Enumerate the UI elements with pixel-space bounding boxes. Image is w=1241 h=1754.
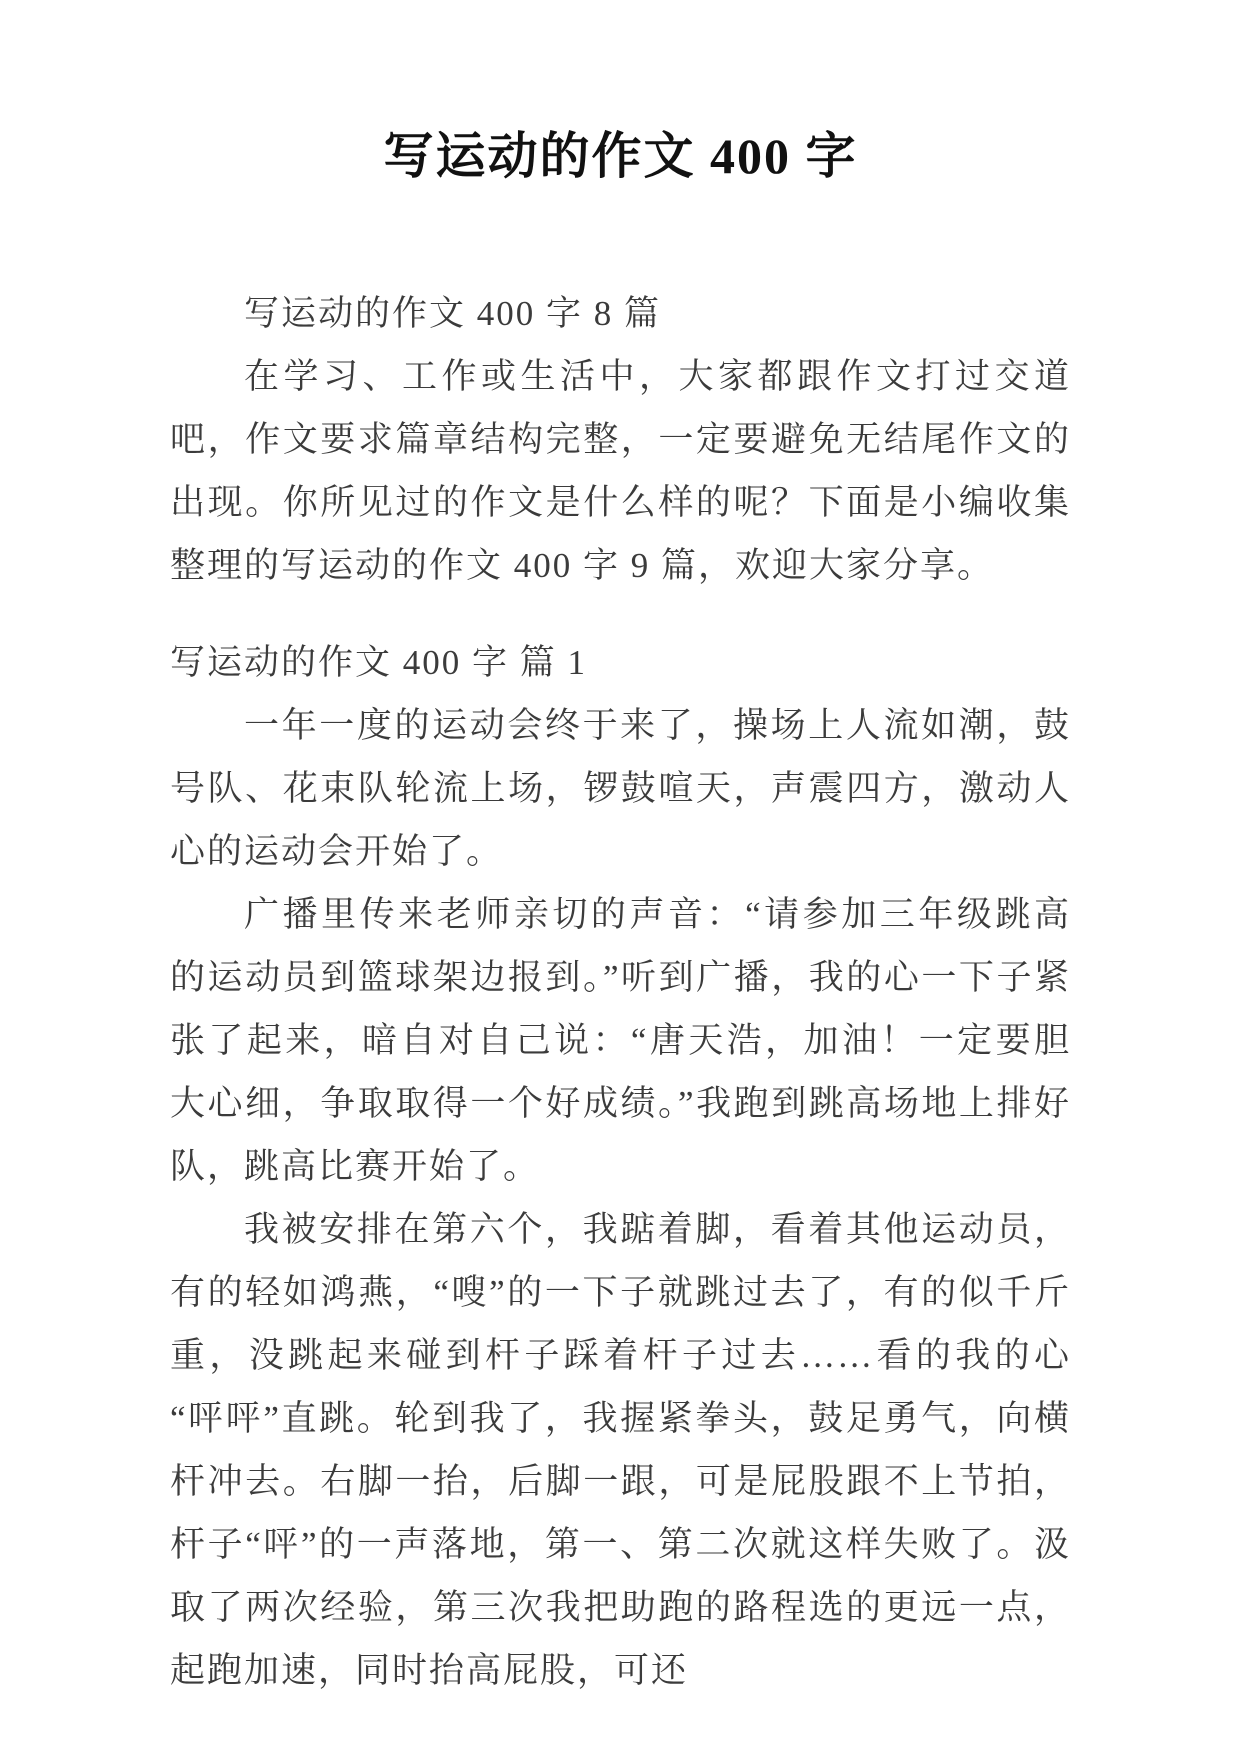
paragraph: 广播里传来老师亲切的声音：“请参加三年级跳高的运动员到篮球架边报到。”听到广播，我的心一下子紧张了起来，暗自对自己说：“唐天浩，加油！一定要胆大心细，争取取得一个好成绩。”我跑到跳高场地上排好队，跳高比赛开始了。 xyxy=(170,895,1071,1186)
paragraph: 在学习、工作或生活中，大家都跟作文打过交道吧，作文要求篇章结构完整，一定要避免无结尾作文的出现。你所见过的作文是什么样的呢？下面是小编收集整理的写运动的作文 400 字 9 篇，欢迎大家分享。 xyxy=(170,357,1071,585)
paragraph: 写运动的作文 400 字 8 篇 xyxy=(244,294,662,333)
paragraph: 写运动的作文 400 字 篇 1 xyxy=(170,643,588,682)
paragraph: 我被安排在第六个，我踮着脚，看着其他运动员，有的轻如鸿燕，“嗖”的一下子就跳过去了，有的似千斤重，没跳起来碰到杆子踩着杆子过去……看的我的心“呯呯”直跳。轮到我了，我握紧拳头，鼓足勇气，向横杆冲去。右脚一抬，后脚一跟，可是屁股跟不上节拍，杆子“呯”的一声落地，第一、第二次就这样失败了。汲取了两次经验，第三次我把助跑的路程选的更远一点，起跑加速，同时抬高屁股，可还 xyxy=(170,1210,1071,1690)
document-title: 写运动的作文 400 字 xyxy=(383,128,858,184)
paragraph: 一年一度的运动会终于来了，操场上人流如潮，鼓号队、花束队轮流上场，锣鼓喧天，声震四方，激动人心的运动会开始了。 xyxy=(170,706,1071,871)
document-body xyxy=(170,282,1071,1702)
